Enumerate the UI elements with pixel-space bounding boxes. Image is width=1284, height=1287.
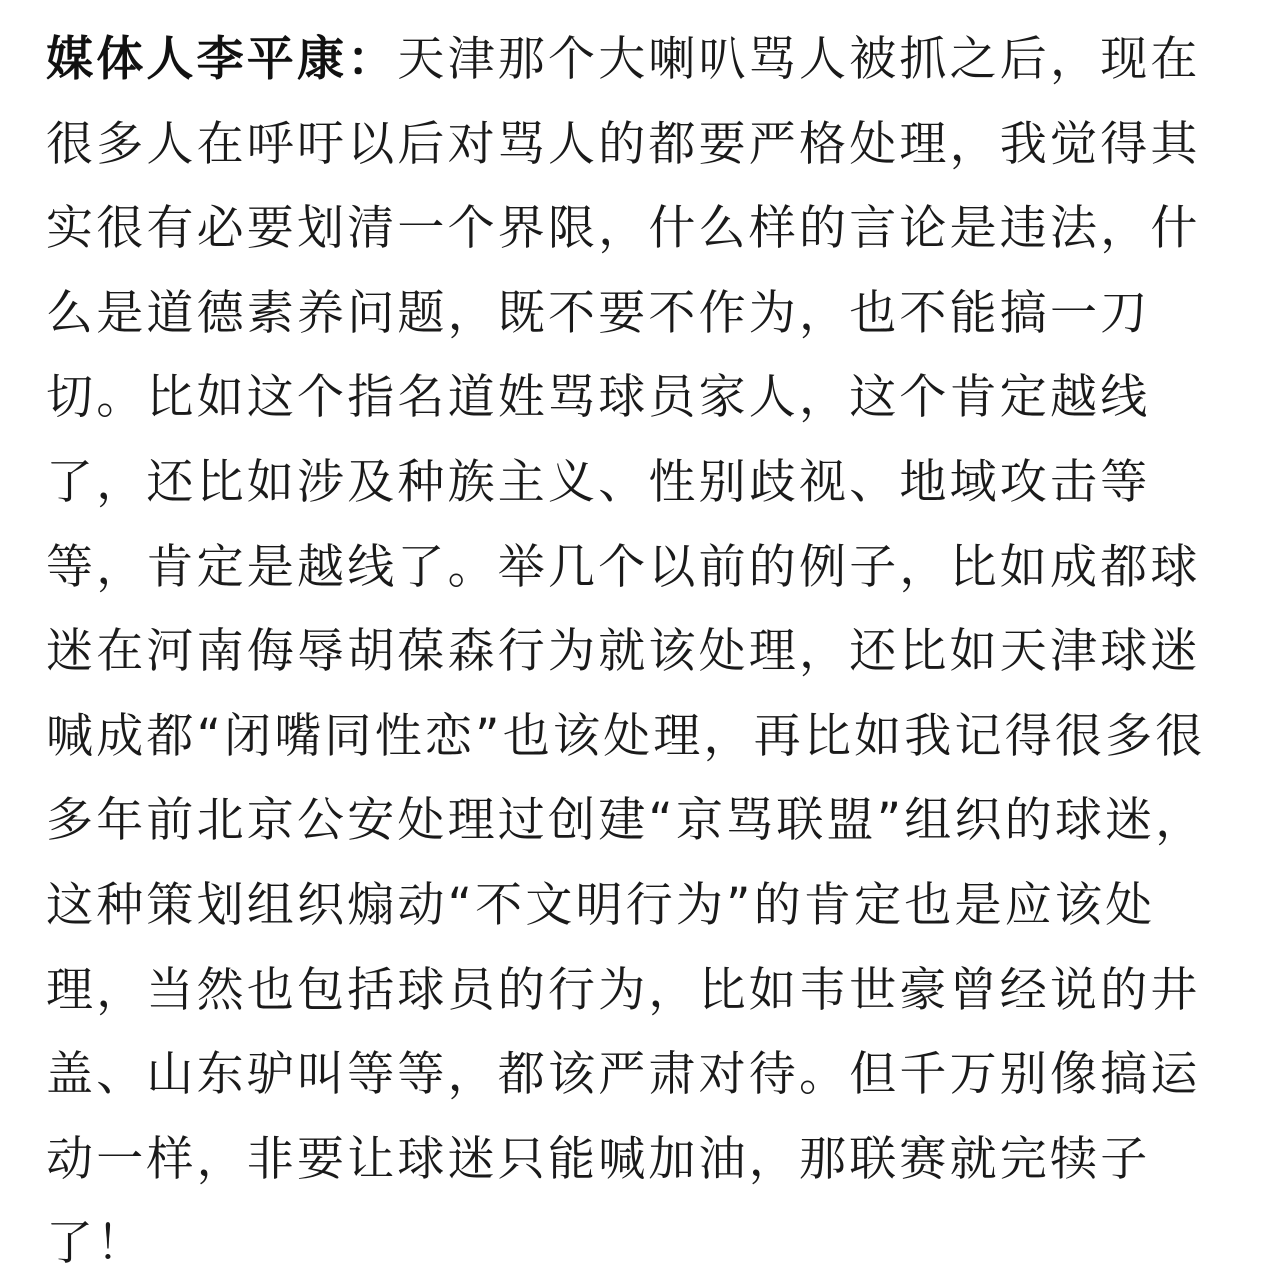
post-body: 天津那个大喇叭骂人被抓之后，现在很多人在呼吁以后对骂人的都要严格处理，我觉得其实很有必要划清一个界限，什么样的言论是违法，什么是道德素养问题，既不要不作为，也不能搞一刀切。比如这个指名道姓骂球员家人，这个肯定越线了，还比如涉及种族主义、性别歧视、地域攻击等等，肯定是越线了。举几个以前的例子，比如成都球迷在河南侮辱胡葆森行为就该处理，还比如天津球迷喊成都“闭嘴同性恋”也该处理，再比如我记得很多很多年前北京公安处理过创建“京骂联盟”组织的球迷，这种策划组织煽动“不文明行为”的肯定也是应该处理，当然也包括球员的行为，比如韦世豪曾经说的井盖、山东驴叫等等，都该严肃对待。但千万别像搞运动一样，非要让球迷只能喊加油，那联赛就完犊子了！ bbox=[46, 32, 1206, 1272]
author-label: 媒体人李平康： bbox=[46, 32, 398, 87]
